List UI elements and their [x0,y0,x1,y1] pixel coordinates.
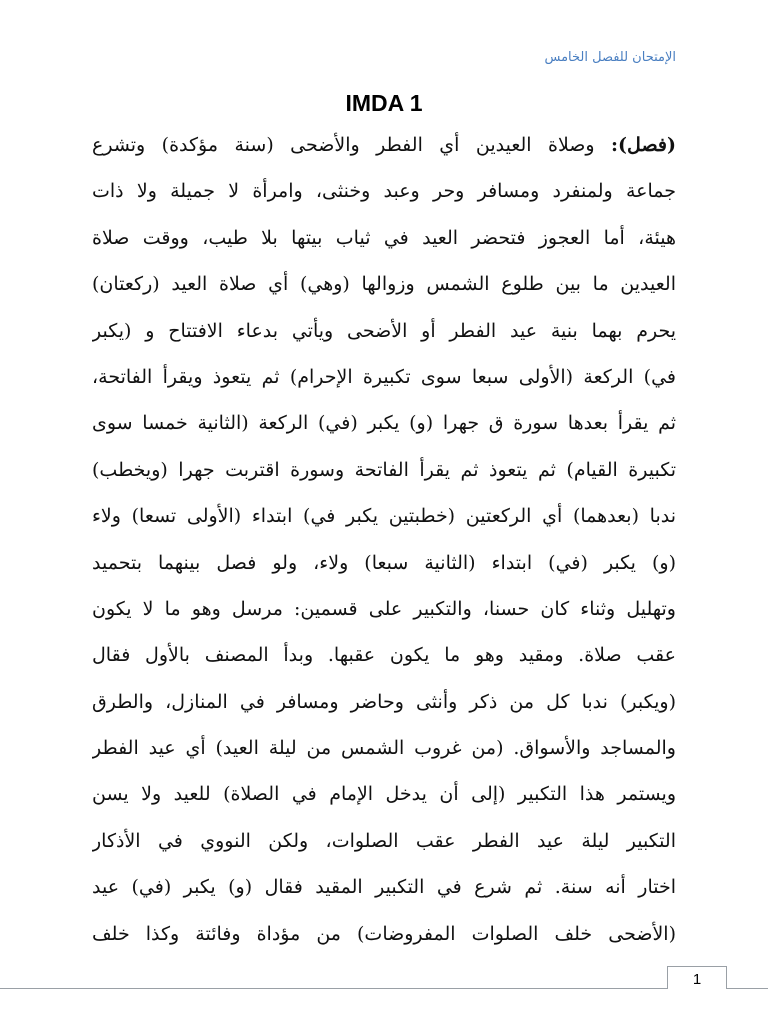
body-line: يحرم بهما بنية عيد الفطر أو الأضحى ويأتي بدعاء الافتتاح و (يكبر [92,319,676,342]
body-line: والمساجد والأسواق. (من غروب الشمس من ليلة العيد) أي عيد الفطر [92,737,676,760]
body-line: جماعة ولمنفرد ومسافر وحر وعبد وخنثى، وامرأة لا جميلة ولا ذات [92,180,676,203]
body-line [92,122,676,168]
body-line: (و) يكبر (في) ابتداء (الثانية سبعا) ولاء، ولو فصل بينهما بتحميد [92,551,676,574]
body-line: تكبيرة القيام) ثم يتعوذ ثم يقرأ الفاتحة وسورة اقتربت جهرا (ويخطب) [92,458,676,481]
body-line: (الأضحى خلف الصلوات المفروضات) من مؤداة وفائتة وكذا خلف [92,922,676,945]
section-lead-term: (فصل): [611,134,676,156]
body-line: اختار أنه سنة. ثم شرع في التكبير المقيد فقال (و) يكبر (في) عيد [92,876,676,899]
footer-divider [0,988,768,989]
body-line: ندبا (بعدهما) أي الركعتين (خطبتين يكبر في) ابتداء (الأولى تسعا) ولاء [92,505,676,528]
document-title: IMDA 1 [345,90,423,116]
body-line: ويستمر هذا التكبير (إلى أن يدخل الإمام في الصلاة) للعيد ولا يسن [92,783,676,806]
running-header: الإمتحان للفصل الخامس [544,50,676,65]
page-number: 1 [667,966,727,989]
body-line: وتهليل وثناء كان حسنا، والتكبير على قسمين: مرسل وهو ما لا يكون [92,597,676,620]
body-line: التكبير ليلة عيد الفطر عقب الصلوات، ولكن النووي في الأذكار [92,829,676,852]
body-line: ثم يقرأ بعدها سورة ق جهرا (و) يكبر (في) الركعة (الثانية خمسا سوى [92,412,676,435]
first-line-text: وصلاة العيدين أي الفطر والأضحى (سنة مؤكدة) وتشرع [92,134,612,156]
body-line: عقب صلاة. ومقيد وهو ما يكون عقبها. وبدأ المصنف بالأول فقال [92,644,676,667]
body-line: (ويكبر) ندبا كل من ذكر وأنثى وحاضر ومسافر في المنازل، والطرق [92,690,676,713]
body-line: هيئة، أما العجوز فتحضر العيد في ثياب بيتها بلا طيب، ووقت صلاة [92,226,676,249]
body-line: في) الركعة (الأولى سبعا سوى تكبيرة الإحرام) ثم يتعوذ ويقرأ الفاتحة، [92,365,676,388]
body-text [92,122,676,957]
body-line: العيدين ما بين طلوع الشمس وزوالها (وهي) أي صلاة العيد (ركعتان) [92,273,676,296]
